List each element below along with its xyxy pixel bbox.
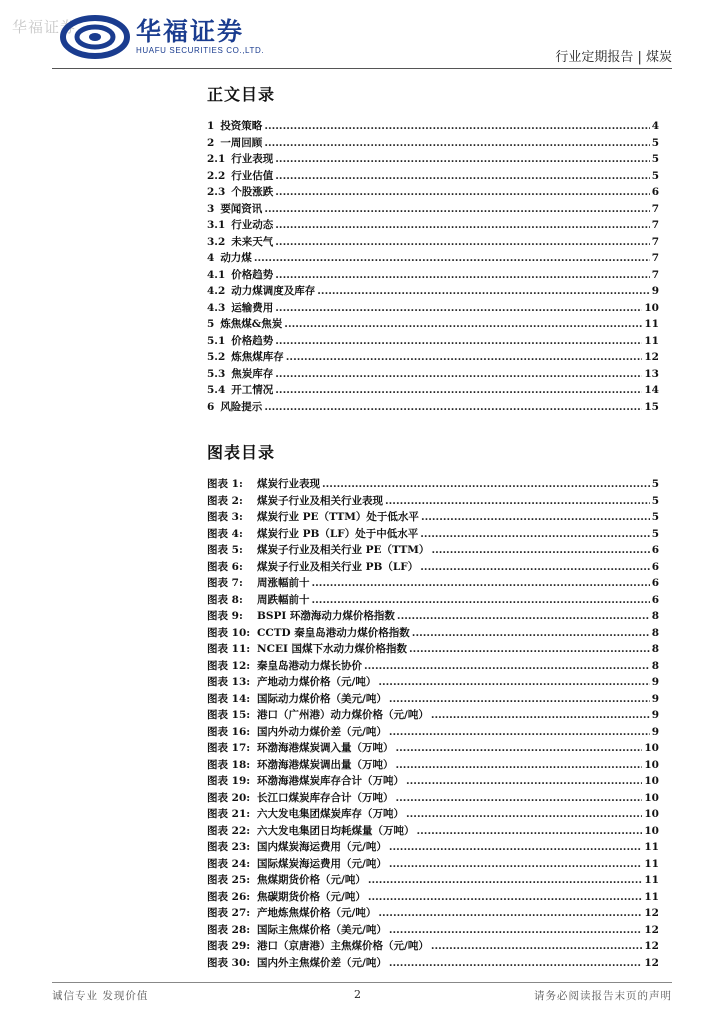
toc-entry[interactable]: [207, 267, 659, 284]
figure-index-heading: 图表目录: [207, 443, 276, 462]
leader-dots: [368, 891, 643, 903]
leader-dots: [275, 236, 649, 248]
toc-entry[interactable]: [207, 201, 659, 218]
toc-number: 3.2: [207, 235, 226, 248]
toc-entry[interactable]: [207, 283, 659, 300]
toc-number: 5.4: [207, 384, 226, 396]
page-ref: 10: [644, 775, 659, 787]
leader-dots: [312, 594, 650, 606]
leader-dots: [264, 401, 642, 413]
page-ref: 10: [644, 742, 659, 754]
toc-entry[interactable]: [207, 366, 659, 383]
figure-index-list: [207, 476, 659, 971]
leader-dots: [431, 940, 643, 952]
figure-label: 图表 10:: [207, 626, 251, 639]
figure-label: 图表 8:: [207, 593, 243, 606]
figure-label: 图表 3:: [207, 511, 243, 523]
leader-dots: [431, 544, 649, 556]
figure-entry[interactable]: [207, 757, 659, 774]
figure-entry[interactable]: [207, 922, 659, 939]
leader-dots: [385, 495, 650, 507]
figure-title: CCTD 秦皇岛港动力煤价格指数: [257, 626, 410, 639]
leader-dots: [275, 219, 649, 231]
leader-dots: [421, 511, 650, 523]
toc-entry[interactable]: [207, 184, 659, 201]
toc-title: 要闻资讯: [220, 202, 263, 215]
page-ref: 11: [644, 334, 659, 347]
figure-label: 图表 27:: [207, 907, 251, 919]
toc-heading: 正文目录: [207, 85, 276, 104]
footer-slogan: 诚信专业 发现价值: [52, 990, 149, 1002]
figure-entry[interactable]: [207, 872, 659, 889]
leader-dots: [412, 627, 650, 639]
figure-title: 港口（京唐港）主焦煤价格（元/吨）: [257, 940, 429, 952]
figure-title: 周涨幅前十: [257, 577, 310, 589]
page-ref: 12: [644, 956, 659, 969]
page-ref: 12: [644, 907, 659, 919]
leader-dots: [286, 351, 643, 363]
toc-number: 3.1: [207, 219, 226, 231]
figure-label: 图表 25:: [207, 874, 251, 886]
figure-label: 图表 14:: [207, 692, 251, 705]
page-ref: 7: [651, 219, 659, 231]
figure-entry[interactable]: [207, 625, 659, 642]
leader-dots: [284, 318, 642, 330]
page-ref: 12: [644, 940, 659, 952]
leader-dots: [275, 153, 649, 165]
leader-dots: [322, 478, 650, 490]
toc-title: 炼焦煤&焦炭: [220, 318, 283, 330]
figure-entry[interactable]: [207, 856, 659, 873]
page-ref: 7: [651, 252, 659, 264]
toc-number: 3: [207, 202, 215, 215]
page-ref: 6: [651, 577, 659, 589]
figure-title: 煤炭行业 PE（TTM）处于低水平: [257, 511, 419, 523]
footer-disclaimer: 请务必阅读报告末页的声明: [534, 990, 672, 1002]
toc-entry[interactable]: [207, 168, 659, 185]
figure-title: 国内外动力煤价差（元/吨）: [257, 725, 387, 738]
page-ref: 10: [644, 824, 659, 837]
toc-title: 行业表现: [231, 153, 274, 165]
page-ref: 11: [644, 318, 659, 330]
figure-entry[interactable]: [207, 509, 659, 526]
toc-entry[interactable]: [207, 399, 659, 416]
figure-title: 国际动力煤价格（美元/吨）: [257, 692, 387, 705]
figure-entry[interactable]: [207, 839, 659, 856]
leader-dots: [275, 170, 649, 182]
figure-title: 煤炭行业 PB（LF）处于中低水平: [257, 527, 419, 540]
toc-title: 未来天气: [231, 235, 274, 248]
page-ref: 15: [644, 400, 659, 413]
toc-entry[interactable]: [207, 151, 659, 168]
toc-title: 运输费用: [231, 301, 274, 314]
page-ref: 10: [644, 808, 659, 820]
toc-number: 5: [207, 318, 215, 330]
figure-entry[interactable]: [207, 823, 659, 840]
figure-label: 图表 24:: [207, 857, 251, 870]
figure-label: 图表 18:: [207, 758, 251, 771]
toc-entry[interactable]: [207, 234, 659, 251]
leader-dots: [389, 858, 643, 870]
leader-dots: [275, 335, 642, 347]
figure-title: 国内外主焦煤价差（元/吨）: [257, 956, 387, 969]
figure-label: 图表 19:: [207, 775, 251, 787]
page-ref: 11: [644, 874, 659, 886]
leader-dots: [417, 825, 643, 837]
figure-entry[interactable]: [207, 773, 659, 790]
figure-title: NCEI 国煤下水动力煤价格指数: [257, 643, 408, 655]
figure-title: 环渤海港煤炭调入量（万吨）: [257, 742, 394, 754]
figure-title: 六大发电集团日均耗煤量（万吨）: [257, 824, 415, 837]
leader-dots: [317, 285, 649, 297]
leader-dots: [409, 643, 650, 655]
figure-label: 图表 11:: [207, 643, 251, 655]
page-ref: 10: [644, 758, 659, 771]
toc-number: 2.2: [207, 169, 226, 182]
figure-entry[interactable]: [207, 493, 659, 510]
toc-number: 2.1: [207, 153, 226, 165]
page-ref: 8: [651, 643, 659, 655]
figure-title: 煤炭子行业及相关行业 PB（LF）: [257, 560, 419, 573]
page-ref: 11: [644, 890, 659, 903]
figure-title: 产地动力煤价格（元/吨）: [257, 676, 377, 688]
page-ref: 5: [651, 494, 659, 507]
figure-title: 国际主焦煤价格（美元/吨）: [257, 923, 387, 936]
page-ref: 6: [651, 593, 659, 606]
figure-entry[interactable]: [207, 608, 659, 625]
leader-dots: [396, 792, 643, 804]
figure-title: 产地炼焦煤价格（元/吨）: [257, 907, 377, 919]
figure-entry[interactable]: [207, 889, 659, 906]
figure-label: 图表 9:: [207, 610, 243, 622]
toc-title: 动力煤: [220, 252, 252, 264]
header-divider: [52, 68, 672, 69]
toc-title: 行业估值: [231, 169, 274, 182]
leader-dots: [275, 269, 649, 281]
figure-entry[interactable]: [207, 707, 659, 724]
page-ref: 14: [644, 384, 659, 396]
leader-dots: [389, 693, 650, 705]
toc-entry[interactable]: [207, 217, 659, 234]
leader-dots: [275, 302, 642, 314]
page-ref: 6: [651, 186, 659, 198]
toc-entry[interactable]: [207, 300, 659, 317]
figure-entry[interactable]: [207, 592, 659, 609]
leader-dots: [397, 610, 650, 622]
figure-label: 图表 1:: [207, 478, 243, 490]
page-ref: 8: [651, 626, 659, 639]
figure-title: 秦皇岛港动力煤长协价: [257, 659, 362, 672]
page-ref: 6: [651, 560, 659, 573]
page-ref: 9: [651, 676, 659, 688]
toc-title: 投资策略: [220, 120, 263, 132]
figure-entry[interactable]: [207, 790, 659, 807]
toc-title: 行业动态: [231, 219, 274, 231]
page-ref: 7: [651, 268, 659, 281]
figure-title: 煤炭行业表现: [257, 478, 320, 490]
leader-dots: [406, 775, 642, 787]
leader-dots: [264, 120, 649, 132]
watermark: 华福证券: [12, 18, 77, 36]
leader-dots: [368, 874, 643, 886]
figure-entry[interactable]: [207, 542, 659, 559]
page-ref: 8: [651, 610, 659, 622]
toc-entry[interactable]: [207, 316, 659, 333]
leader-dots: [378, 907, 642, 919]
logo-english-name: HUAFU SECURITIES CO.,LTD.: [136, 46, 265, 55]
leader-dots: [389, 924, 643, 936]
figure-title: 焦煤期货价格（元/吨）: [257, 874, 366, 886]
toc-entry[interactable]: [207, 382, 659, 399]
toc-title: 炼焦煤库存: [231, 351, 284, 363]
figure-title: 六大发电集团煤炭库存（万吨）: [257, 808, 404, 820]
toc-entry[interactable]: [207, 118, 659, 135]
figure-title: BSPI 环渤海动力煤价格指数: [257, 610, 395, 622]
figure-title: 国内煤炭海运费用（元/吨）: [257, 841, 387, 853]
toc-title: 个股涨跌: [231, 186, 274, 198]
toc-title: 价格趋势: [231, 268, 274, 281]
figure-label: 图表 26:: [207, 890, 251, 903]
toc-title: 开工情况: [231, 384, 274, 396]
page-ref: 12: [644, 923, 659, 936]
figure-title: 周跌幅前十: [257, 593, 310, 606]
figure-entry[interactable]: [207, 526, 659, 543]
figure-entry[interactable]: [207, 806, 659, 823]
figure-entry[interactable]: [207, 674, 659, 691]
figure-entry[interactable]: [207, 691, 659, 708]
figure-title: 煤炭子行业及相关行业表现: [257, 494, 383, 507]
figure-entry[interactable]: [207, 955, 659, 972]
figure-label: 图表 17:: [207, 742, 251, 754]
leader-dots: [396, 759, 643, 771]
page-ref: 9: [651, 709, 659, 721]
figure-label: 图表 28:: [207, 923, 251, 936]
page-ref: 5: [651, 511, 659, 523]
figure-entry[interactable]: [207, 559, 659, 576]
toc-title: 动力煤调度及库存: [231, 285, 316, 297]
figure-label: 图表 23:: [207, 841, 251, 853]
figure-label: 图表 22:: [207, 824, 251, 837]
figure-label: 图表 16:: [207, 725, 251, 738]
page-ref: 5: [651, 136, 659, 149]
toc-entry[interactable]: [207, 349, 659, 366]
report-category: 行业定期报告 | 煤炭: [555, 50, 672, 65]
leader-dots: [275, 384, 642, 396]
figure-entry[interactable]: [207, 641, 659, 658]
page-ref: 10: [644, 301, 659, 314]
leader-dots: [420, 528, 649, 540]
toc-entry[interactable]: [207, 135, 659, 152]
figure-label: 图表 7:: [207, 577, 243, 589]
leader-dots: [406, 808, 642, 820]
leader-dots: [264, 203, 649, 215]
figure-label: 图表 4:: [207, 527, 243, 540]
toc-title: 价格趋势: [231, 334, 274, 347]
toc-title: 风险提示: [220, 400, 263, 413]
figure-entry[interactable]: [207, 658, 659, 675]
figure-label: 图表 13:: [207, 676, 251, 688]
toc-number: 2: [207, 136, 215, 149]
figure-title: 环渤海港煤炭库存合计（万吨）: [257, 775, 404, 787]
figure-entry[interactable]: [207, 575, 659, 592]
toc-list: [207, 118, 659, 415]
leader-dots: [254, 252, 650, 264]
figure-title: 港口（广州港）动力煤价格（元/吨）: [257, 709, 429, 721]
logo-swirl-icon: [60, 14, 130, 60]
leader-dots: [389, 841, 643, 853]
leader-dots: [275, 368, 642, 380]
figure-entry[interactable]: [207, 938, 659, 955]
toc-number: 4.2: [207, 285, 226, 297]
figure-entry[interactable]: [207, 476, 659, 493]
figure-label: 图表 30:: [207, 956, 251, 969]
page-ref: 10: [644, 791, 659, 804]
company-logo: [60, 14, 264, 60]
toc-number: 1: [207, 120, 215, 132]
figure-label: 图表 15:: [207, 709, 251, 721]
toc-number: 5.3: [207, 367, 226, 380]
toc-number: 5.1: [207, 334, 226, 347]
figure-title: 长江口煤炭库存合计（万吨）: [257, 791, 394, 804]
page-ref: 13: [644, 367, 659, 380]
logo-chinese-name: 华福证券: [136, 17, 245, 46]
figure-label: 图表 21:: [207, 808, 251, 820]
toc-title: 焦炭库存: [231, 367, 274, 380]
page-number: 2: [354, 988, 361, 1001]
toc-entry[interactable]: [207, 333, 659, 350]
toc-number: 4.1: [207, 268, 226, 281]
figure-label: 图表 12:: [207, 659, 251, 672]
page-ref: 5: [651, 527, 659, 540]
leader-dots: [312, 577, 650, 589]
page-ref: 11: [644, 857, 659, 870]
page-ref: 5: [651, 478, 659, 490]
page-ref: 11: [644, 841, 659, 853]
page-ref: 12: [644, 351, 659, 363]
figure-title: 环渤海港煤炭调出量（万吨）: [257, 758, 394, 771]
page-ref: 9: [651, 725, 659, 738]
toc-entry[interactable]: [207, 250, 659, 267]
page-ref: 7: [651, 202, 659, 215]
leader-dots: [364, 660, 650, 672]
figure-label: 图表 2:: [207, 494, 243, 507]
page-ref: 6: [651, 544, 659, 556]
leader-dots: [264, 137, 649, 149]
page-ref: 7: [651, 235, 659, 248]
figure-title: 焦碳期货价格（元/吨）: [257, 890, 366, 903]
toc-number: 2.3: [207, 186, 226, 198]
figure-title: 国际煤炭海运费用（元/吨）: [257, 857, 387, 870]
leader-dots: [275, 186, 649, 198]
figure-entry[interactable]: [207, 724, 659, 741]
figure-entry[interactable]: [207, 740, 659, 757]
page-ref: 9: [651, 285, 659, 297]
leader-dots: [396, 742, 643, 754]
figure-entry[interactable]: [207, 905, 659, 922]
page-ref: 5: [651, 169, 659, 182]
figure-label: 图表 29:: [207, 940, 251, 952]
figure-label: 图表 6:: [207, 560, 243, 573]
leader-dots: [389, 957, 643, 969]
toc-number: 6: [207, 400, 215, 413]
page-ref: 4: [651, 120, 659, 132]
leader-dots: [431, 709, 650, 721]
toc-number: 4: [207, 252, 215, 264]
figure-label: 图表 20:: [207, 791, 251, 804]
toc-number: 5.2: [207, 351, 226, 363]
page-ref: 9: [651, 692, 659, 705]
page-ref: 8: [651, 659, 659, 672]
footer-divider: [52, 982, 672, 983]
figure-title: 煤炭子行业及相关行业 PE（TTM）: [257, 544, 430, 556]
page-ref: 5: [651, 153, 659, 165]
leader-dots: [389, 726, 650, 738]
figure-label: 图表 5:: [207, 544, 243, 556]
leader-dots: [420, 561, 649, 573]
leader-dots: [378, 676, 649, 688]
toc-number: 4.3: [207, 301, 226, 314]
toc-title: 一周回顾: [220, 136, 263, 149]
